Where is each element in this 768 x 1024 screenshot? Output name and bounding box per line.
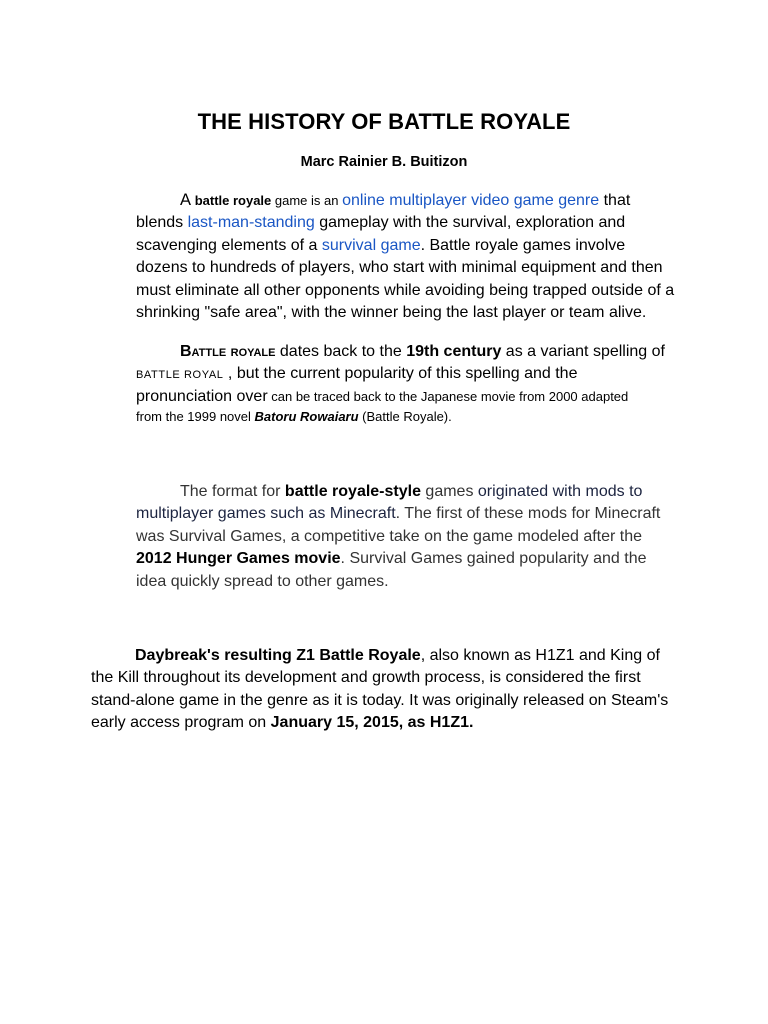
text: . Survival Games gained popularity and the idea quickly spread to other games. (136, 550, 647, 590)
text: . The first of these mods for Minecraft was Survival Games, a competitive take on the game modeled after the (136, 505, 661, 545)
text: can be traced back to the Japanese movie from 2000 adapted (267, 388, 629, 404)
text: that blends (136, 192, 631, 232)
author-name: Marc Rainier B. Buitizon (300, 154, 468, 170)
text: , also known as H1Z1 and King of the Kill throughout its development and growth process, is considered the first stand-alone game in the genre as it is today. It was originally released on Steam's early access program on (91, 647, 669, 732)
term-battle-royal-variant: BATTLE ROYAL (136, 369, 224, 382)
term-battle-royale-style: battle royale-style (284, 483, 421, 500)
text-minecraft-origin: originated with mods to multiplayer games such as Minecraft (136, 483, 643, 523)
document-title: THE HISTORY OF BATTLE ROYALE (197, 109, 571, 134)
novel-title: Batoru Rowaiaru (254, 408, 359, 424)
text: as a variant spelling of (501, 343, 665, 360)
link-last-man-standing[interactable]: last-man-standing (187, 214, 315, 232)
text: gameplay with the survival, exploration and scavenging elements of a (136, 214, 626, 254)
text: , but the current popularity of this spelling and the (223, 365, 578, 383)
term-z1-battle-royale: Daybreak's resulting Z1 Battle Royale (135, 647, 421, 664)
text: dates back to the (275, 343, 407, 360)
paragraph-definition (136, 189, 681, 324)
text: The format for (180, 483, 285, 500)
link-survival-game[interactable]: survival game (321, 236, 421, 254)
link-online-multiplayer-genre[interactable]: online multiplayer video game genre (342, 192, 600, 209)
paragraph-etymology (136, 341, 696, 427)
text: (Battle Royale). (358, 408, 452, 424)
text: game is an (271, 193, 343, 208)
term-release-date: January 15, 2015, as H1Z1. (270, 714, 474, 732)
text: A (180, 191, 195, 209)
paragraph-origins (136, 481, 681, 593)
text: games (420, 483, 478, 500)
term-19th-century: 19th century (406, 343, 502, 360)
term-hunger-games-movie: 2012 Hunger Games movie (136, 550, 341, 568)
text: . Battle royale games involve dozens to hundreds of players, who start with minimal equipment and then must eliminate all other opponents while avoiding being trapped outside of a shrinking "safe area", with the winner being the last player or team alive. (136, 236, 675, 322)
term-battle-royale: battle royale (194, 193, 272, 208)
text: from the 1999 novel (136, 408, 255, 424)
paragraph-z1-battle-royale (91, 645, 681, 735)
term-battle-royale-smallcaps: Battle royale (180, 343, 276, 360)
text: pronunciation over (136, 387, 268, 405)
